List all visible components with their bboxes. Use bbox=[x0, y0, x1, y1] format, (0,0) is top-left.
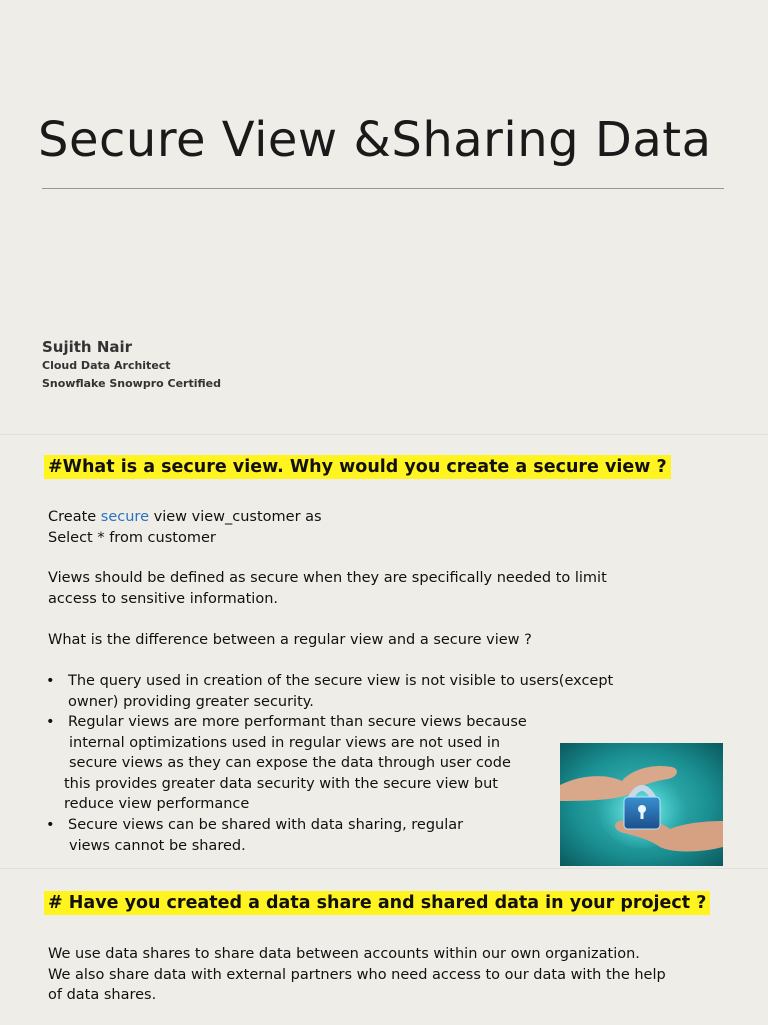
bullet-dot: • bbox=[46, 817, 55, 833]
code-example bbox=[48, 507, 322, 548]
bullet-line: Regular views are more performant than secure views because bbox=[68, 714, 527, 730]
paragraph-line: Views should be defined as secure when they are specifically needed to limit bbox=[48, 570, 607, 586]
paragraph-line: of data shares. bbox=[48, 987, 157, 1003]
bullet-dot: • bbox=[46, 714, 55, 730]
secure-view-slide bbox=[0, 434, 768, 867]
data-share-slide bbox=[0, 868, 768, 1025]
bullet-dot: • bbox=[46, 673, 55, 689]
paragraph bbox=[48, 944, 666, 1006]
code-line bbox=[48, 507, 322, 528]
code-text: view view_customer as bbox=[149, 509, 322, 525]
paragraph-line: access to sensitive information. bbox=[48, 590, 279, 607]
title-divider bbox=[42, 188, 724, 189]
padlock-hands-image bbox=[560, 743, 723, 866]
section-heading: #What is a secure view. Why would you create a secure view ? bbox=[44, 455, 671, 479]
title-slide bbox=[0, 0, 768, 432]
bullet-line: internal optimizations used in regular views are not used in bbox=[69, 734, 501, 751]
question bbox=[48, 630, 532, 651]
section-heading: # Have you created a data share and shared data in your project ? bbox=[44, 891, 710, 915]
bullet-line: secure views as they can expose the data through user code bbox=[69, 755, 511, 771]
question-line: What is the difference between a regular view and a secure view ? bbox=[48, 632, 532, 648]
code-line: Select * from customer bbox=[48, 529, 216, 546]
bullet-line: owner) providing greater security. bbox=[68, 693, 314, 710]
author-certification: Snowflake Snowpro Certified bbox=[42, 377, 221, 390]
paragraph-line: We use data shares to share data between accounts within our own organization. bbox=[48, 946, 640, 962]
bullet-line: reduce view performance bbox=[64, 796, 250, 812]
paragraph bbox=[48, 568, 607, 609]
bullet-line: Secure views can be shared with data sharing, regular bbox=[68, 817, 464, 833]
author-name: Sujith Nair bbox=[42, 338, 133, 356]
page-title: Secure View &Sharing Data bbox=[38, 112, 712, 168]
paragraph-line: We also share data with external partners who need access to our data with the help bbox=[48, 966, 666, 983]
bullet-line: The query used in creation of the secure view is not visible to users(except bbox=[68, 673, 614, 689]
code-keyword: secure bbox=[100, 509, 149, 525]
author-role: Cloud Data Architect bbox=[42, 359, 171, 372]
bullet-line: this provides greater data security with the secure view but bbox=[64, 775, 498, 792]
code-text: Create bbox=[48, 509, 101, 525]
bullet-line: views cannot be shared. bbox=[69, 837, 246, 854]
